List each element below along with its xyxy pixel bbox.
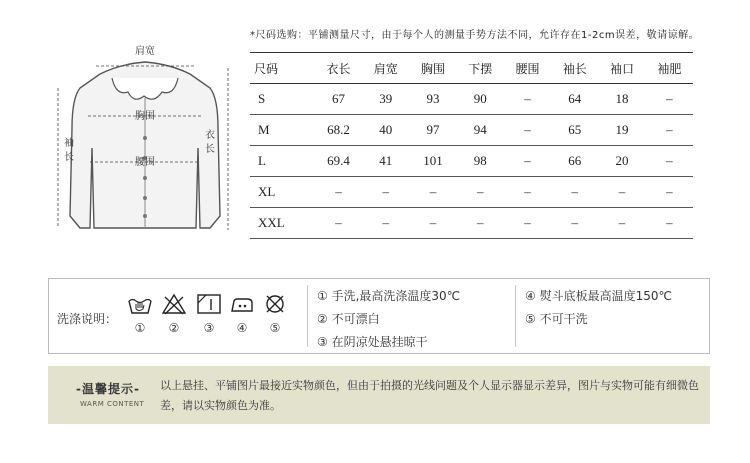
table-cell: – — [646, 115, 693, 146]
shirt-diagram — [50, 38, 240, 238]
table-cell: – — [551, 208, 598, 239]
table-cell: – — [504, 146, 551, 177]
label-shoulder: 肩宽 — [135, 46, 155, 57]
table-cell: – — [315, 208, 362, 239]
table-cell: M — [250, 115, 315, 146]
table-cell: 68.2 — [315, 115, 362, 146]
table-cell: – — [598, 177, 645, 208]
table-header-row — [250, 53, 693, 84]
header-size: 尺码 — [250, 53, 315, 84]
wash-number-4: ④ — [236, 321, 248, 335]
table-cell: S — [250, 84, 315, 115]
table-row — [250, 177, 693, 208]
table-cell: – — [551, 177, 598, 208]
label-length-1: 衣 — [205, 130, 215, 141]
table-cell: – — [362, 208, 409, 239]
header-hem: 下摆 — [457, 53, 504, 84]
instruction-dry-shade: ③ 在阴凉处悬挂晾干 — [317, 335, 428, 349]
table-cell: – — [646, 84, 693, 115]
header-sleeve-width: 袖肥 — [646, 53, 693, 84]
instruction-iron: ④ 熨斗底板最高温度150℃ — [525, 289, 672, 303]
label-sleeve-2: 长 — [64, 152, 74, 163]
table-cell: – — [504, 177, 551, 208]
instruction-hand-wash: ① 手洗,最高洗涤温度30℃ — [317, 289, 461, 303]
label-waist: 腰围 — [135, 157, 155, 168]
tip-text: 以上悬挂、平铺图片最接近实物颜色，但由于拍摄的光线问题及个人显示器显示差异，图片与实物可能有细微色差，请以实物颜色为准。 — [160, 379, 699, 412]
table-cell: 98 — [457, 146, 504, 177]
wash-number-2: ② — [168, 321, 180, 335]
table-cell: 65 — [551, 115, 598, 146]
warm-tip-bar — [48, 366, 710, 424]
tip-subtitle: WARM CONTENT — [80, 400, 145, 408]
wash-number-5: ⑤ — [269, 321, 281, 335]
iron-150-icon — [229, 293, 255, 315]
header-length: 衣长 — [315, 53, 362, 84]
wash-number-3: ③ — [203, 321, 215, 335]
table-cell: – — [646, 208, 693, 239]
table-cell: 90 — [457, 84, 504, 115]
table-cell: 66 — [551, 146, 598, 177]
table-cell: XL — [250, 177, 315, 208]
table-cell: 93 — [409, 84, 456, 115]
table-cell: 20 — [598, 146, 645, 177]
table-cell: – — [362, 177, 409, 208]
label-sleeve-1: 袖 — [64, 138, 74, 149]
table-cell: – — [504, 84, 551, 115]
table-cell: 39 — [362, 84, 409, 115]
label-chest: 胸围 — [135, 111, 155, 122]
divider — [307, 285, 308, 347]
table-cell: – — [457, 177, 504, 208]
wash-number-1: ① — [134, 321, 146, 335]
table-cell: 97 — [409, 115, 456, 146]
table-cell: – — [646, 146, 693, 177]
header-shoulder: 肩宽 — [362, 53, 409, 84]
table-row — [250, 84, 693, 115]
wash-title: 洗涤说明： — [57, 312, 118, 326]
header-sleeve: 袖长 — [551, 53, 598, 84]
table-row — [250, 115, 693, 146]
size-table — [250, 52, 693, 239]
table-row — [250, 146, 693, 177]
table-cell: – — [646, 177, 693, 208]
table-cell: L — [250, 146, 315, 177]
table-cell: 40 — [362, 115, 409, 146]
line-dry-shade-icon — [196, 293, 222, 315]
table-row — [250, 208, 693, 239]
divider — [515, 285, 516, 347]
table-cell: – — [598, 208, 645, 239]
table-cell: 94 — [457, 115, 504, 146]
header-chest: 胸围 — [409, 53, 456, 84]
no-tumble-dry-icon — [262, 293, 288, 315]
table-cell: 19 — [598, 115, 645, 146]
no-bleach-icon — [161, 293, 187, 315]
size-note: *尺码选购：平铺测量尺寸，由于每个人的测量手势方法不同，允许存在1-2cm误差，敬请谅解。 — [250, 30, 700, 41]
table-cell: – — [315, 177, 362, 208]
wash-instructions-box — [48, 278, 710, 354]
tip-title: -温馨提示- — [76, 382, 140, 396]
table-cell: 18 — [598, 84, 645, 115]
header-cuff: 袖口 — [598, 53, 645, 84]
table-cell: – — [409, 177, 456, 208]
table-cell: 41 — [362, 146, 409, 177]
table-cell: – — [504, 115, 551, 146]
header-waist: 腰围 — [504, 53, 551, 84]
table-cell: XXL — [250, 208, 315, 239]
table-cell: 64 — [551, 84, 598, 115]
table-cell: – — [504, 208, 551, 239]
hand-wash-icon — [127, 293, 153, 315]
table-cell: 69.4 — [315, 146, 362, 177]
instruction-no-dry-clean: ⑤ 不可干洗 — [525, 312, 588, 326]
instruction-no-bleach: ② 不可漂白 — [317, 312, 380, 326]
table-cell: – — [409, 208, 456, 239]
table-cell: – — [457, 208, 504, 239]
label-length-2: 长 — [205, 144, 215, 155]
table-cell: 101 — [409, 146, 456, 177]
table-cell: 67 — [315, 84, 362, 115]
